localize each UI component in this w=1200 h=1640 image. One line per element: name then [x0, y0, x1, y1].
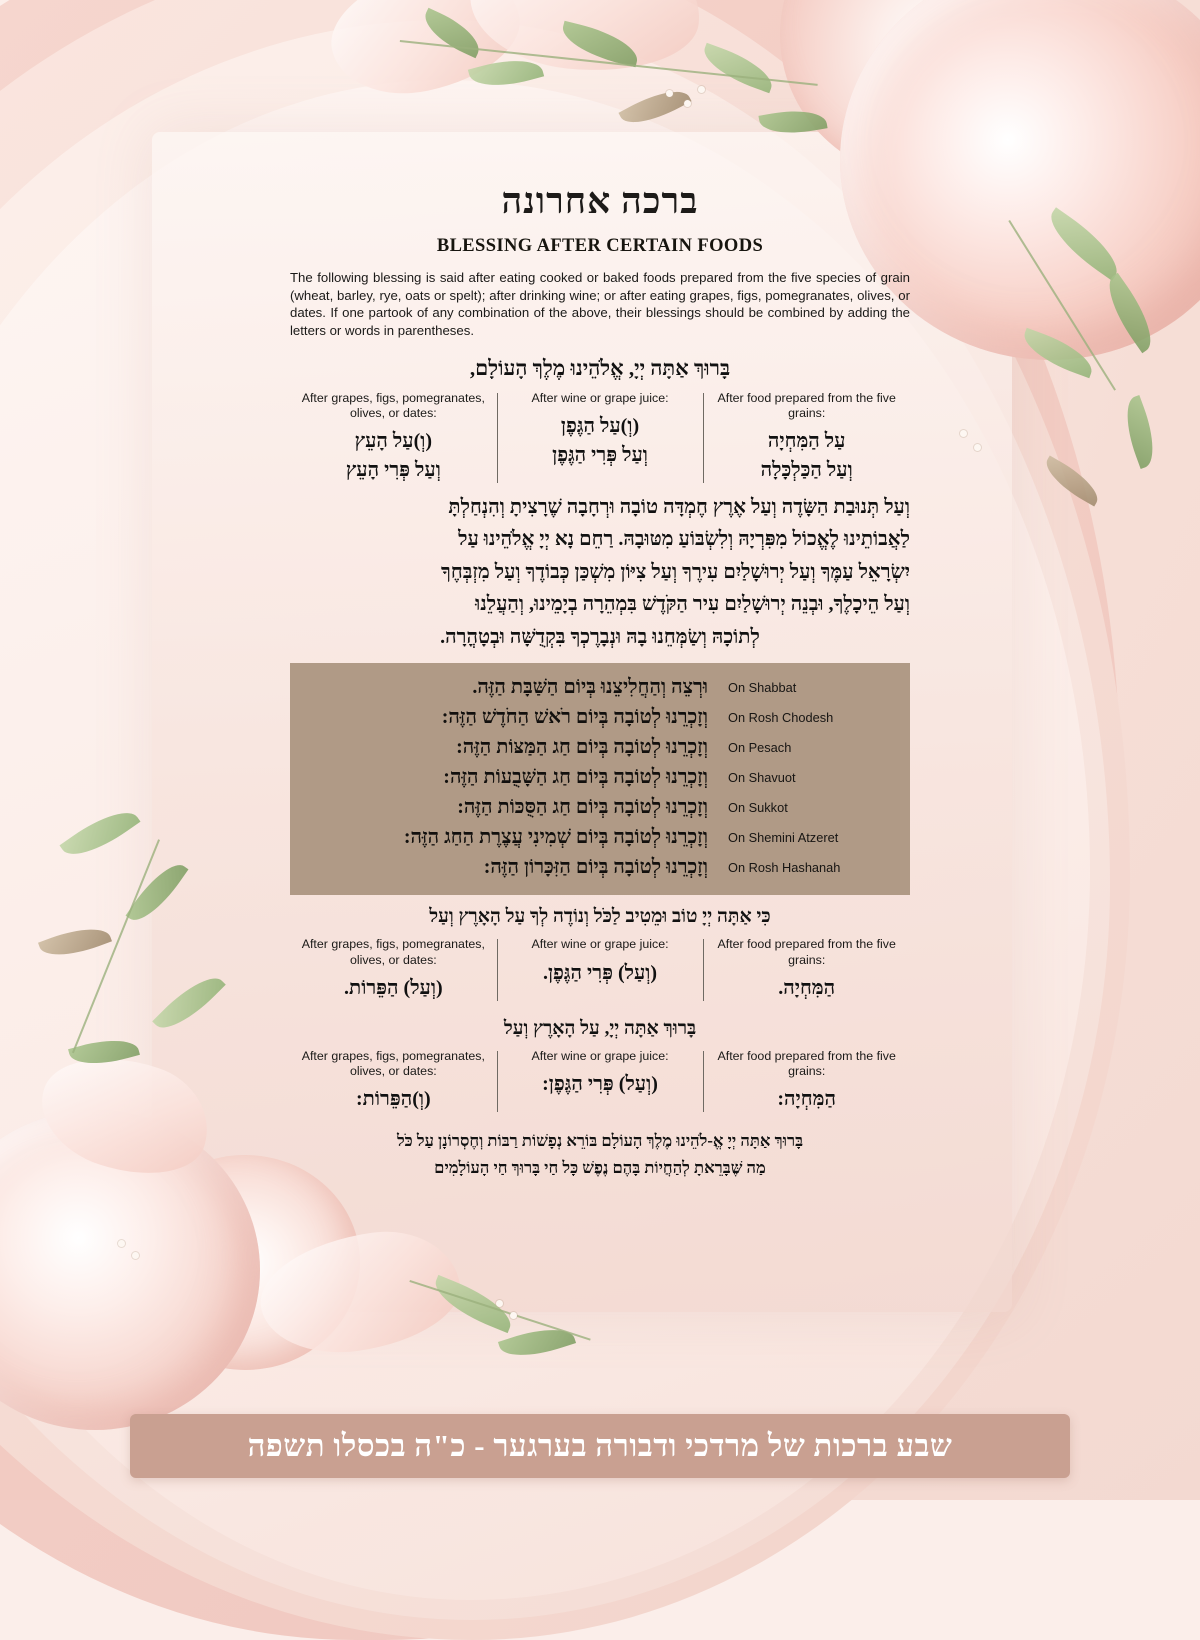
variant-hebrew-line: (וְעַל) הַפֵּרוֹת. [344, 976, 443, 999]
occasion-hebrew: וְזָכְרֵנוּ לְטוֹבָה בְּיוֹם חַג הַסֻּכּוֹת הַזֶּה: [457, 796, 708, 819]
occasion-hebrew: וְזָכְרֵנוּ לְטוֹבָה בְּיוֹם הַזִּכָּרוֹן הַזֶּה: [483, 856, 708, 879]
variant-hebrew-line: עַל הַמִּחְיָה [767, 429, 846, 452]
variant-caption: After wine or grape juice: [531, 390, 669, 405]
occasion-label: On Sukkot [728, 800, 788, 816]
variant-column-fruits [290, 391, 497, 485]
opening-blessing-line: בָּרוּךְ אַתָּה יְיָ, אֱלֹהֵינוּ מֶלֶךְ הָעוֹלָם, [469, 356, 731, 381]
occasion-hebrew: וְזָכְרֵנוּ לְטוֹבָה בְּיוֹם רֹאשׁ הַחֹדֶשׁ הַזֶּה: [441, 706, 708, 729]
variant-hebrew-line: וְעַל פְּרִי הָעֵץ [345, 458, 441, 481]
occasion-row [304, 853, 896, 883]
variant-hebrew-line: הַמִּחְיָה. [778, 976, 836, 999]
variant-hebrew-line: וְעַל הַכַּלְכָּלָה [760, 458, 853, 481]
variant-column-fruits [290, 937, 497, 1002]
variant-hebrew-line: וְעַל פְּרִי הַגֶּפֶן [552, 443, 648, 466]
occasion-row [304, 793, 896, 823]
variant-hebrew-line: (וְעַל) פְּרִי הַגֶּפֶן: [542, 1073, 658, 1096]
occasion-row [304, 673, 896, 703]
variant-caption: After wine or grape juice: [531, 937, 669, 952]
variant-column-grains [703, 391, 910, 485]
page-title-hebrew: ברכה אחרונה [501, 181, 699, 221]
occasion-label: On Shemini Atzeret [728, 830, 839, 846]
variant-column-wine [497, 391, 704, 485]
occasion-label: On Shabbat [728, 680, 797, 696]
body-line: וְעַל תְּנוּבַת הַשָּׂדֶה וְעַל אֶרֶץ חֶמְדָּה טוֹבָה וּרְחָבָה שֶׁרָצִיתָ וְהִנְחַלְתָּ [448, 495, 910, 518]
variants-row-1 [290, 391, 910, 485]
footer-banner [130, 1414, 1070, 1478]
variant-column-grains [703, 937, 910, 1002]
variant-caption: After grapes, figs, pomegranates, olives, or dates: [301, 390, 485, 420]
page-title-english: BLESSING AFTER CERTAIN FOODS [436, 236, 764, 256]
occasion-label: On Shavuot [728, 770, 796, 786]
occasion-hebrew: וְזָכְרֵנוּ לְטוֹבָה בְּיוֹם שְׁמִינִי עֲצֶרֶת הַחַג הַזֶּה: [403, 826, 708, 849]
line-after-occasions: כִּי אַתָּה יְיָ טוֹב וּמֵטִיב לַכֹּל וְנוֹדֶה לְךָ עַל הָאָרֶץ וְעַל [429, 905, 771, 927]
variant-caption: After food prepared from the five grains: [717, 1049, 896, 1079]
variant-caption: After grapes, figs, pomegranates, olives, or dates: [301, 937, 485, 967]
intro-paragraph: The following blessing is said after eating cooked or baked foods prepared from the five species of grain (wheat, barley, rye, oats or spelt); after drinking wine; or after eating grapes, figs, pomegranates, olives, or dates. If one partook of any combination of the above, their blessings should be combined by adding the letters or words in parentheses. [290, 270, 910, 338]
occasion-label: On Pesach [728, 740, 792, 756]
variant-hebrew-line: (וְעַל) פְּרִי הַגֶּפֶן. [542, 961, 658, 984]
occasion-hebrew: וּרְצֵה וְהַחֲלִיצֵנוּ בְּיוֹם הַשַּׁבָּת הַזֶּה. [472, 676, 708, 699]
variants-row-3 [290, 1049, 910, 1114]
variant-column-fruits [290, 1049, 497, 1114]
borei-nefashot-line: מַה שֶּׁבָּרֵאתָ לְהַחֲיוֹת בָּהֶם נֶפֶשׁ כָּל חַי בָּרוּךְ חַי הָעוֹלָמִים [434, 1158, 766, 1178]
occasion-hebrew: וְזָכְרֵנוּ לְטוֹבָה בְּיוֹם חַג הַשָּׁבֻעוֹת הַזֶּה: [443, 766, 708, 789]
body-line: לַאֲבוֹתֵינוּ לֶאֱכוֹל מִפִּרְיָהּ וְלִשְׂבּוֹעַ מִטּוּבָהּ. רַחֵם נָא יְיָ אֱלֹהֵינוּ עַל [458, 528, 910, 551]
occasion-hebrew: וְזָכְרֵנוּ לְטוֹבָה בְּיוֹם חַג הַמַּצּוֹת הַזֶּה: [456, 736, 708, 759]
occasion-label: On Rosh Chodesh [728, 710, 834, 726]
occasions-box [290, 663, 910, 895]
variant-caption: After food prepared from the five grains: [717, 937, 896, 967]
body-line: לְתוֹכָהּ וְשַׂמְּחֵנוּ בָהּ וּנְבָרֶכְךָ בִּקְדֻשָּׁה וּבְטָהֳרָה. [440, 625, 760, 648]
body-line: יִשְׂרָאֵל עַמֶּךָ וְעַל יְרוּשָׁלַיִם עִירֶךָ וְעַל צִיּוֹן מִשְׁכַּן כְּבוֹדֶךָ וְעַל מִזְבְּחֶךָ [441, 560, 910, 583]
variant-caption: After grapes, figs, pomegranates, olives, or dates: [301, 1049, 485, 1079]
borei-nefashot-line: בָּרוּךְ אַתָּה יְיָ אֱ-לֹהֵינוּ מֶלֶךְ הָעוֹלָם בּוֹרֵא נְפָשׁוֹת רַבּוֹת וְחֶסְרוֹנָן עַל כֹּל [396, 1131, 804, 1151]
occasion-label: On Rosh Hashanah [728, 860, 841, 876]
occasion-row [304, 733, 896, 763]
variant-hebrew-line: (וְ)עַל הַגֶּפֶן [560, 414, 640, 437]
closing-blessing-line: בָּרוּךְ אַתָּה יְיָ, עַל הָאָרֶץ וְעַל [503, 1017, 697, 1039]
variant-caption: After wine or grape juice: [531, 1049, 669, 1064]
variant-hebrew-line: (וְ)עַל הָעֵץ [354, 429, 433, 452]
variants-row-2 [290, 937, 910, 1002]
borei-nefashot-blessing [290, 1128, 910, 1181]
variant-column-wine [497, 1049, 704, 1114]
variant-hebrew-line: הַמִּחְיָה: [777, 1088, 836, 1111]
variant-column-grains [703, 1049, 910, 1114]
body-line: וְעַל הֵיכָלֶךָ, וּבְנֵה יְרוּשָׁלַיִם עִיר הַקֹּדֶשׁ בִּמְהֵרָה בְיָמֵינוּ, וְהַעֲלֵנוּ [475, 593, 910, 616]
body-paragraph [290, 491, 910, 653]
occasion-row [304, 823, 896, 853]
variant-column-wine [497, 937, 704, 1002]
occasion-row [304, 703, 896, 733]
footer-text: שבע ברכות של מרדכי ודבורה בערגער - כ"ה בכסלו תשפה [247, 1428, 953, 1463]
variant-hebrew-line: (וְ)הַפֵּרוֹת: [356, 1088, 431, 1111]
occasion-row [304, 763, 896, 793]
variant-caption: After food prepared from the five grains: [717, 390, 896, 420]
